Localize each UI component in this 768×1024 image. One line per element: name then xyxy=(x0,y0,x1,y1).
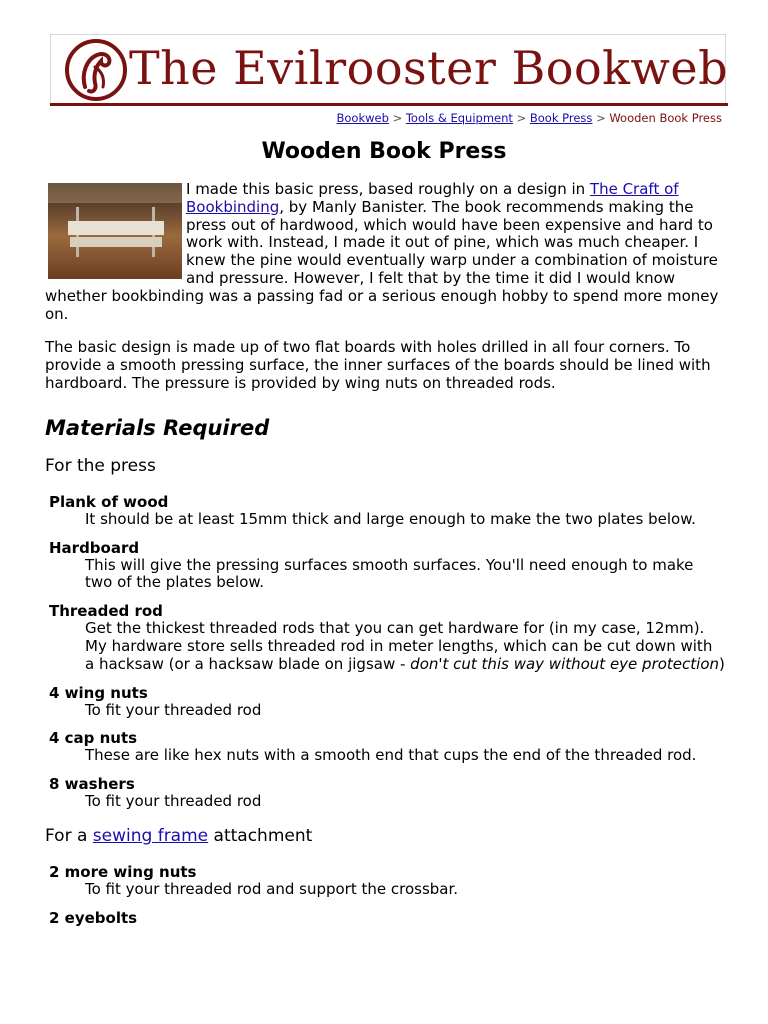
banner-divider xyxy=(50,103,728,106)
intro-text-2: , by Manly Banister. The book recommends making the press out of hardwood, which would have been expensive and hard to work with. Instead, I made it out of pine, which was much cheaper. I knew the pine would eventually warp under a combination of moisture and pressure. However, I felt that by the time it did I would know whether bookbinding was a passing fad or a serious enough hobby to spend more money on. xyxy=(45,197,719,323)
design-paragraph: The basic design is made up of two flat boards with holes drilled in all four corners. To provide a smooth pressing surface, the inner surfaces of the boards should be lined with hardboard. The pressure is provided by wing nuts on threaded rods. xyxy=(45,338,711,392)
material-term: Plank of wood xyxy=(49,492,169,511)
sewing-frame-link[interactable]: sewing frame xyxy=(92,825,209,846)
eye-protection-warning: don't cut this way without eye protection xyxy=(410,654,720,673)
book-press-photo[interactable] xyxy=(48,183,182,279)
material-desc-end: ) xyxy=(719,654,725,673)
material-desc-text: Get the thickest threaded rods that you can get hardware for (in my case, 12mm). My hardware store sells threaded rod in meter lengths, which can be cut down with a hacksaw (or a hacksaw blade on jigsaw - xyxy=(85,619,713,673)
breadcrumb-link-tools[interactable]: Tools & Equipment xyxy=(405,111,513,125)
site-title: The Evilrooster Bookweb xyxy=(129,41,729,95)
press-subheading: For the press xyxy=(45,455,156,476)
material-desc: It should be at least 15mm thick and large enough to make the two plates below. xyxy=(85,509,696,528)
intro-paragraph xyxy=(45,181,725,323)
material-desc xyxy=(85,620,725,673)
breadcrumb-link-bookweb[interactable]: Bookweb xyxy=(336,111,389,125)
material-desc: To fit your threaded rod xyxy=(85,700,262,719)
article-content xyxy=(45,181,725,927)
sewing-frame-subheading xyxy=(45,825,725,847)
material-desc: To fit your threaded rod xyxy=(85,792,262,811)
frame-heading-pre: For a xyxy=(45,825,93,846)
breadcrumb-link-book-press[interactable]: Book Press xyxy=(529,111,593,125)
material-term: Hardboard xyxy=(49,538,140,557)
material-term: 2 more wing nuts xyxy=(49,862,197,881)
craft-of-bookbinding-link[interactable]: The Craft of Bookbinding xyxy=(186,180,679,216)
material-term: Threaded rod xyxy=(49,602,163,621)
breadcrumb xyxy=(337,110,723,126)
frame-materials-list xyxy=(45,859,725,927)
material-term: 4 wing nuts xyxy=(49,683,148,702)
material-term: 4 cap nuts xyxy=(49,729,138,748)
material-term: 2 eyebolts xyxy=(49,908,138,927)
frame-heading-post: attachment xyxy=(208,825,313,846)
breadcrumb-separator: > xyxy=(596,111,606,125)
intro-text-1: I made this basic press, based roughly on a design in xyxy=(186,180,590,198)
rooster-logo-icon xyxy=(63,37,129,103)
press-materials-list xyxy=(45,489,725,811)
breadcrumb-separator: > xyxy=(392,111,403,125)
page-title: Wooden Book Press xyxy=(261,139,507,164)
material-desc: This will give the pressing surfaces smooth surfaces. You'll need enough to make two of the plates below. xyxy=(85,555,694,592)
materials-heading: Materials Required xyxy=(45,415,270,440)
material-desc: To fit your threaded rod and support the crossbar. xyxy=(85,879,459,898)
site-banner[interactable] xyxy=(50,34,729,104)
breadcrumb-current: Wooden Book Press xyxy=(609,111,722,125)
breadcrumb-separator: > xyxy=(516,111,527,125)
material-term: 8 washers xyxy=(49,775,135,794)
material-desc: These are like hex nuts with a smooth end that cups the end of the threaded rod. xyxy=(85,746,697,765)
